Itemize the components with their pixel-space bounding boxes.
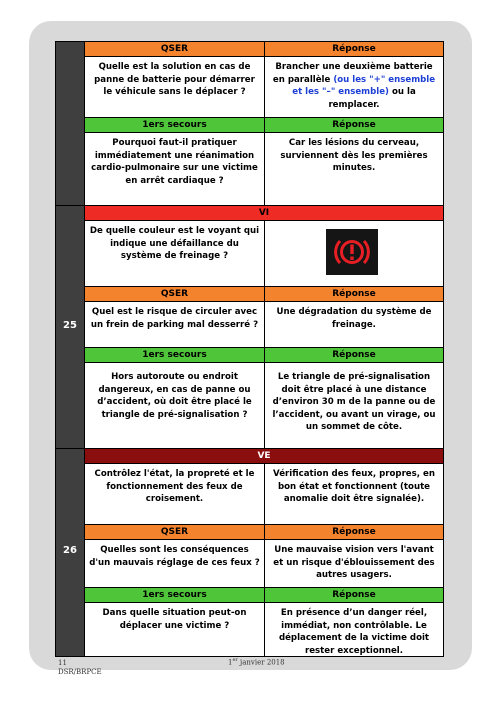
- question-text: Contrôlez l'état, la propreté et le fonctionnement des feux de croisement.: [85, 464, 265, 524]
- header-row: [85, 588, 443, 602]
- qa-row: [85, 133, 443, 205]
- question-text: Quel est le risque de circuler avec un frein de parking mal desserré ?: [85, 302, 265, 347]
- answer-text-highlight: (ou les "+" ensemble et les "–" ensemble): [292, 74, 436, 98]
- answer-image-cell: [265, 221, 443, 286]
- qa-row: [85, 540, 443, 587]
- date-day: 1: [228, 658, 233, 667]
- section-number-column: [56, 206, 85, 448]
- first-aid-header: 1ers secours: [85, 118, 265, 132]
- header-row: [85, 348, 443, 362]
- date-ordinal: er: [232, 657, 238, 663]
- banner-row: [85, 206, 443, 220]
- category-banner: VI: [85, 206, 443, 220]
- section-number: 25: [63, 320, 77, 331]
- page-number: 11: [58, 659, 67, 667]
- answer-text: Une mauvaise vision vers l'avant et un risque d'éblouissement des autres usagers.: [273, 545, 435, 581]
- qa-row: [85, 302, 443, 347]
- section-25-content: [85, 206, 443, 448]
- header-row: [85, 287, 443, 301]
- footer-date: [228, 657, 285, 666]
- answer-text: Une dégradation du système de freinage.: [276, 307, 432, 330]
- answer-text-part: ou la remplacer.: [328, 87, 416, 110]
- reponse-header: Réponse: [265, 118, 443, 132]
- qa-row: [85, 603, 443, 656]
- banner-row: [85, 449, 443, 463]
- section-number-column: [56, 449, 85, 656]
- qser-header: QSER: [85, 287, 265, 301]
- question-text: Quelle est la solution en cas de panne de batterie pour démarrer le véhicule sans le déplacer ?: [85, 57, 265, 117]
- date-month-year: janvier 2018: [237, 658, 285, 667]
- first-aid-header: 1ers secours: [85, 588, 265, 602]
- header-row: [85, 525, 443, 539]
- reponse-header: Réponse: [265, 588, 443, 602]
- qa-row: [85, 57, 443, 117]
- reponse-header: Réponse: [265, 348, 443, 362]
- section-number: 26: [63, 545, 77, 556]
- qa-row: [85, 221, 443, 286]
- section-25: [56, 206, 443, 448]
- header-row: [85, 42, 443, 56]
- answer-text: Le triangle de pré-signalisation doit être placé à une distance d’environ 30 m de la panne ou de l’accident, ou avant un virage, ou un sommet de côte.: [272, 372, 436, 433]
- question-text: Dans quelle situation peut-on déplacer une victime ?: [85, 603, 265, 656]
- question-text: De quelle couleur est le voyant qui indique une défaillance du système de freinage ?: [85, 221, 265, 286]
- section-1: [56, 42, 443, 205]
- section-1-content: [85, 42, 443, 205]
- answer-text: [265, 57, 443, 117]
- answer-text: Vérification des feux, propres, en bon état et fonctionnent (toute anomalie doit être signalée).: [273, 469, 435, 505]
- section-26-content: [85, 449, 443, 656]
- question-text: Pourquoi faut-il pratiquer immédiatement une réanimation cardio-pulmonaire sur une victime en arrêt cardiaque ?: [85, 133, 265, 205]
- first-aid-header: 1ers secours: [85, 348, 265, 362]
- category-banner: VE: [85, 449, 443, 463]
- reponse-header: Réponse: [265, 287, 443, 301]
- question-sheet: [55, 41, 444, 657]
- organization-label: DSR/BRPCE: [58, 668, 102, 676]
- qser-header: QSER: [85, 525, 265, 539]
- reponse-header: Réponse: [265, 42, 443, 56]
- qser-header: QSER: [85, 42, 265, 56]
- header-row: [85, 118, 443, 132]
- section-number-column: [56, 42, 85, 205]
- question-text: Quelles sont les conséquences d'un mauvais réglage de ces feux ?: [85, 540, 265, 587]
- qa-row: [85, 464, 443, 524]
- brake-warning-icon: [326, 229, 378, 275]
- reponse-header: Réponse: [265, 525, 443, 539]
- answer-text: En présence d’un danger réel, immédiat, non contrôlable. Le déplacement de la victime doit rester exceptionnel.: [278, 608, 430, 656]
- qa-row: [85, 363, 443, 448]
- answer-text: Car les lésions du cerveau, surviennent dès les premières minutes.: [280, 138, 428, 174]
- section-26: [56, 449, 443, 656]
- question-text: Hors autoroute ou endroit dangereux, en cas de panne ou d’accident, où doit être placé le triangle de pré-signalisation ?: [85, 363, 265, 448]
- answer-text-part: Brancher une deuxième batterie en parallèle: [272, 62, 433, 85]
